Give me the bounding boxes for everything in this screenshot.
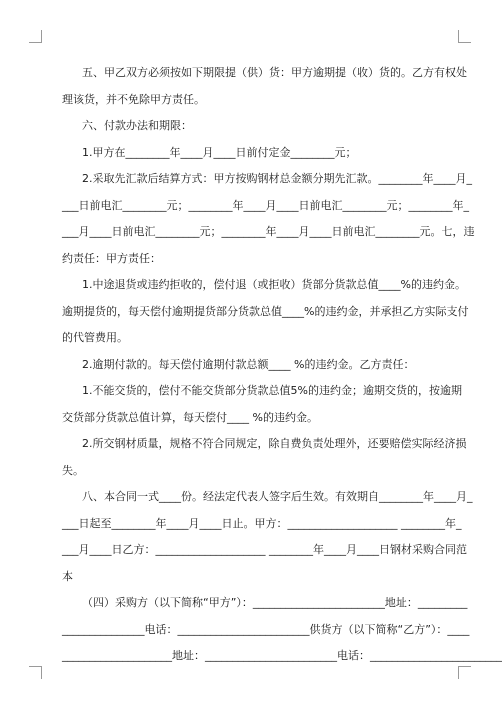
text-line: 2.采取先汇款后结算方式：甲方按购钢材总金额分期先汇款。________年____月_ [82, 172, 472, 185]
document-body [62, 60, 502, 670]
text-line: ____________________地址：________________________电话：________________________ [62, 649, 502, 662]
text-line: 1.中途退货或违约拒收的，偿付退（或拒收）货部分货款总值____%的违约金。 [82, 278, 466, 291]
text-line: 的代管费用。 [62, 331, 128, 344]
text-line: ___月____日前电汇________元；________年____月____日前电汇________元。七，违 [62, 225, 475, 238]
text-line: ___日前电汇________元；________年____月____日前电汇________元；________年_ [62, 198, 469, 212]
text-line: ___日起至________年____月____日止。甲方：____________________ ________年_ [62, 516, 462, 530]
text-line: _______________电话：________________________供货方（以下简称“乙方”）：____ [62, 622, 470, 636]
text-line: 1.甲方在________年____月____日前付定金________元； [82, 145, 357, 159]
section-heading: 六、付款办法和期限： [82, 119, 192, 132]
text-line: 约责任：甲方责任： [62, 251, 161, 265]
crop-mark-bottom-right [458, 666, 471, 679]
text-line: 本 [62, 569, 73, 583]
crop-mark-top-left [29, 30, 42, 43]
text-line: ___月____日乙方：____________________ ________年____月____日钢材采购合同范 [62, 543, 467, 556]
text-line: （四）采购方（以下简称“甲方”）：________________________地址：_________ [82, 596, 468, 609]
text-line: 八、本合同一式____份。经法定代表人签字后生效。有效期自________年____月_ [82, 490, 473, 503]
text-line: 2.所交钢材质量，规格不符合同规定，除自费负责处理外，还要赔偿实际经济损 [82, 437, 467, 450]
text-line: 失。 [62, 463, 84, 477]
crop-mark-top-right [458, 30, 471, 43]
text-line: 五、甲乙双方必须按如下期限提（供）货：甲方逾期提（收）货的。乙方有权处 [82, 66, 467, 79]
text-line: 1.不能交货的，偿付不能交货部分货款总值5%的违约金；逾期交货的，按逾期 [82, 384, 462, 397]
crop-mark-bottom-left [29, 666, 42, 679]
text-line: 2.逾期付款的。每天偿付逾期付款总额____ %的违约金。乙方责任： [82, 357, 415, 371]
text-line: 理该货，并不免除甲方责任。 [62, 92, 205, 106]
text-line: 逾期提货的，每天偿付逾期提货部分货款总值____%的违约金，并承担乙方实际支付 [62, 304, 469, 318]
text-line: 交货部分货款总值计算，每天偿付____ %的违约金。 [62, 410, 318, 424]
